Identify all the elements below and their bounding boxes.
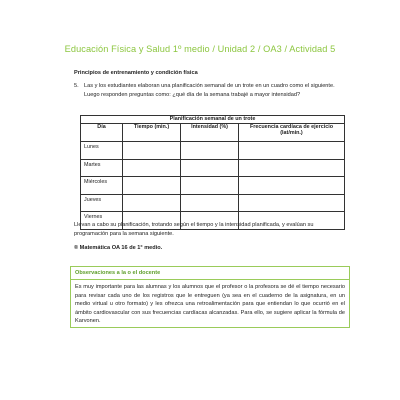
table-row [81, 177, 345, 195]
table-row [81, 194, 345, 212]
teacher-observations-box [70, 266, 350, 328]
day-cell: Miércoles [81, 177, 123, 195]
table-row [81, 142, 345, 160]
header-tiempo: Tiempo (min.) [123, 124, 181, 142]
followup-paragraph: Llevan a cabo su planificación, trotando según el tiempo y la intensidad planificada, y evalúan su programación para la semana siguiente. [74, 222, 314, 237]
frecuencia-cell[interactable] [239, 159, 345, 177]
header-dia: Día [81, 124, 123, 142]
intensidad-cell[interactable] [181, 194, 239, 212]
table-row [81, 159, 345, 177]
header-intensidad: Intensidad (%) [181, 124, 239, 142]
observations-body: Es muy importante para las alumnas y los alumnos que el profesor o la profesora se dé el tiempo necesario para revisar cada uno de los registros que le entreguen (ya sea en el cuaderno de la asignatura, en un medio virtual u otro formato) y les ofrezca una retroalimentación para que entiendan lo que ocurrió en el ámbito cardiovascular con sus frecuencias cardíacas alcanzadas. Para ello, se sugiere aplicar la fórmula de Karvonen. [75, 284, 345, 325]
intensidad-cell[interactable] [181, 177, 239, 195]
tiempo-cell[interactable] [123, 159, 181, 177]
activity-item [74, 82, 349, 99]
frecuencia-cell[interactable] [239, 194, 345, 212]
observations-title: Observaciones a la o el docente [75, 270, 161, 276]
day-cell: Lunes [81, 142, 123, 160]
frecuencia-cell[interactable] [239, 142, 345, 160]
activity-number: 5. [74, 83, 79, 89]
day-cell: Martes [81, 159, 123, 177]
page-title: Educación Física y Salud 1º medio / Unidad 2 / OA3 / Actividad 5 [64, 44, 336, 54]
section-title: Principios de entrenamiento y condición física [74, 70, 198, 76]
table-caption: Planificación semanal de un trote [81, 116, 345, 124]
weekly-plan-table [80, 115, 345, 230]
tiempo-cell[interactable] [123, 194, 181, 212]
tiempo-cell[interactable] [123, 142, 181, 160]
activity-text: Las y los estudiantes elaboran una planificación semanal de un trote en un cuadro como el siguiente. Luego responden preguntas como: ¿qué día de la semana trabajé a mayor intensidad? [84, 83, 335, 98]
tiempo-cell[interactable] [123, 177, 181, 195]
intensidad-cell[interactable] [181, 159, 239, 177]
frecuencia-cell[interactable] [239, 177, 345, 195]
intensidad-cell[interactable] [181, 142, 239, 160]
header-frecuencia: Frecuencia cardíaca de ejercicio (lat/min.) [239, 124, 345, 142]
subject-reference: ® Matemática OA 16 de 1° medio. [74, 245, 163, 251]
day-cell: Viernes [81, 212, 123, 230]
day-cell: Jueves [81, 194, 123, 212]
observations-divider [71, 279, 349, 280]
